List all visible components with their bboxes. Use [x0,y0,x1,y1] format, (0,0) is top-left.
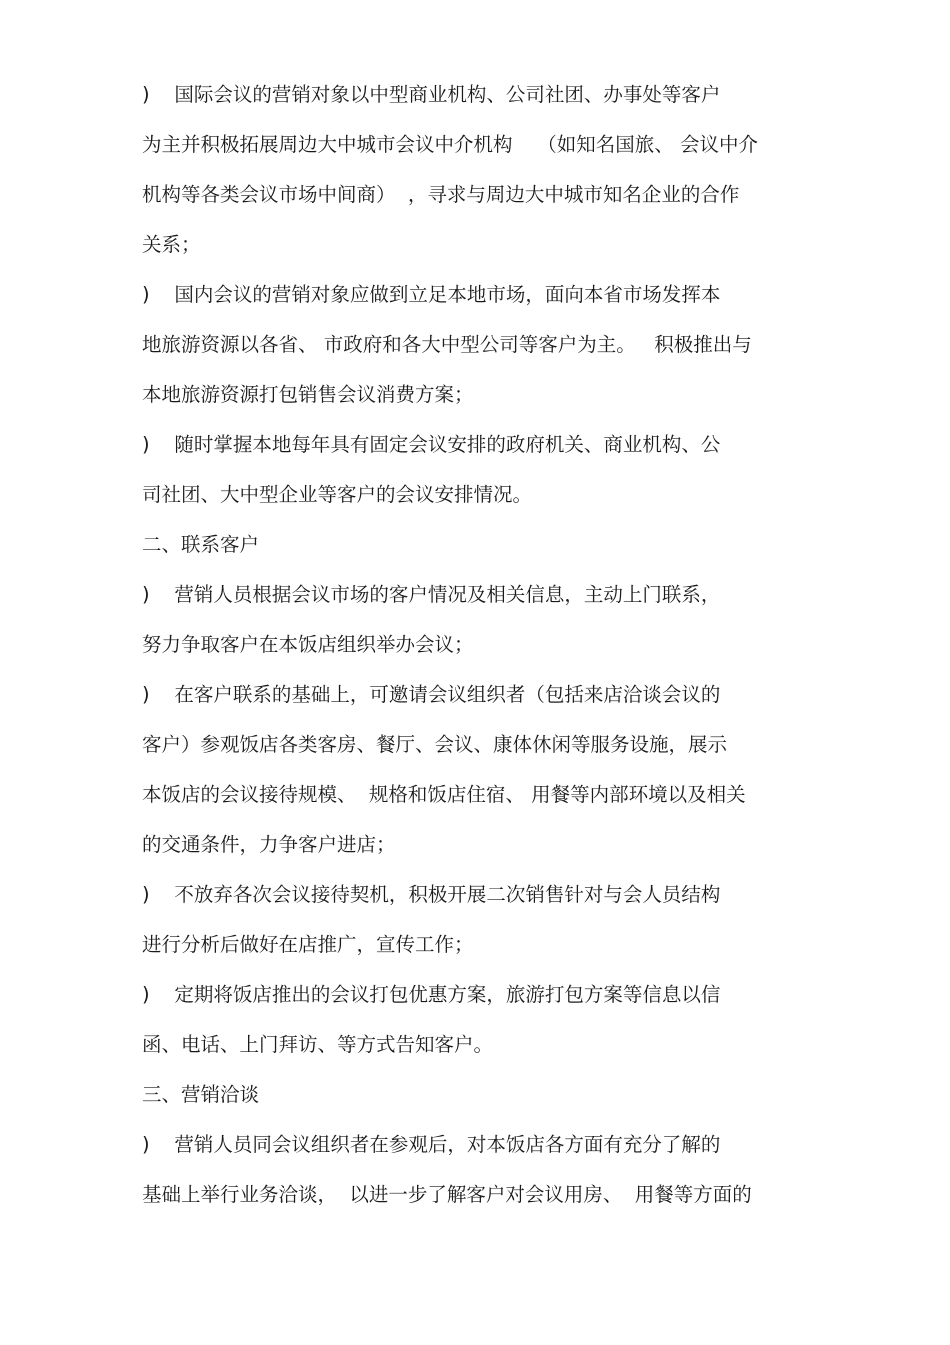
text-line: ) 定期将饭店推出的会议打包优惠方案，旅游打包方案等信息以信 [142,983,721,1006]
text-line: 努力争取客户在本饭店组织举办会议； [142,633,474,656]
text-line: 为主并积极拓展周边大中城市会议中介机构 （如知名国旅、 会议中介 [142,133,758,156]
text-line: 本地旅游资源打包销售会议消费方案； [142,383,474,406]
text-line: 的交通条件，力争客户进店； [142,833,396,856]
text-line: 进行分析后做好在店推广，宣传工作； [142,933,474,956]
text-line: 关系； [142,233,201,256]
text-line: 函、电话、上门拜访、等方式告知客户。 [142,1033,494,1056]
text-line: 地旅游资源以各省、 市政府和各大中型公司等客户为主。 积极推出与 [142,333,752,356]
text-line: ) 国内会议的营销对象应做到立足本地市场，面向本省市场发挥本 [142,283,721,306]
text-line: 司社团、大中型企业等客户的会议安排情况。 [142,483,533,506]
text-line: ) 不放弃各次会议接待契机，积极开展二次销售针对与会人员结构 [142,883,721,906]
text-line: ) 国际会议的营销对象以中型商业机构、公司社团、办事处等客户 [142,83,721,106]
text-line: 机构等各类会议市场中间商） ，寻求与周边大中城市知名企业的合作 [142,183,740,206]
text-line: ) 营销人员同会议组织者在参观后，对本饭店各方面有充分了解的 [142,1133,721,1156]
text-line: 基础上举行业务洽谈， 以进一步了解客户对会议用房、 用餐等方面的 [142,1183,752,1206]
text-line: ) 在客户联系的基础上，可邀请会议组织者（包括来店洽谈会议的 [142,683,721,706]
text-line: 客户）参观饭店各类客房、餐厅、会议、康体休闲等服务设施，展示 [142,733,728,756]
text-line: ) 随时掌握本地每年具有固定会议安排的政府机关、商业机构、公 [142,433,721,456]
text-line: 本饭店的会议接待规模、 规格和饭店住宿、 用餐等内部环境以及相关 [142,783,746,806]
section-heading: 二、联系客户 [142,533,260,556]
text-line: ) 营销人员根据会议市场的客户情况及相关信息，主动上门联系， [142,583,721,606]
section-heading: 三、营销洽谈 [142,1083,260,1106]
